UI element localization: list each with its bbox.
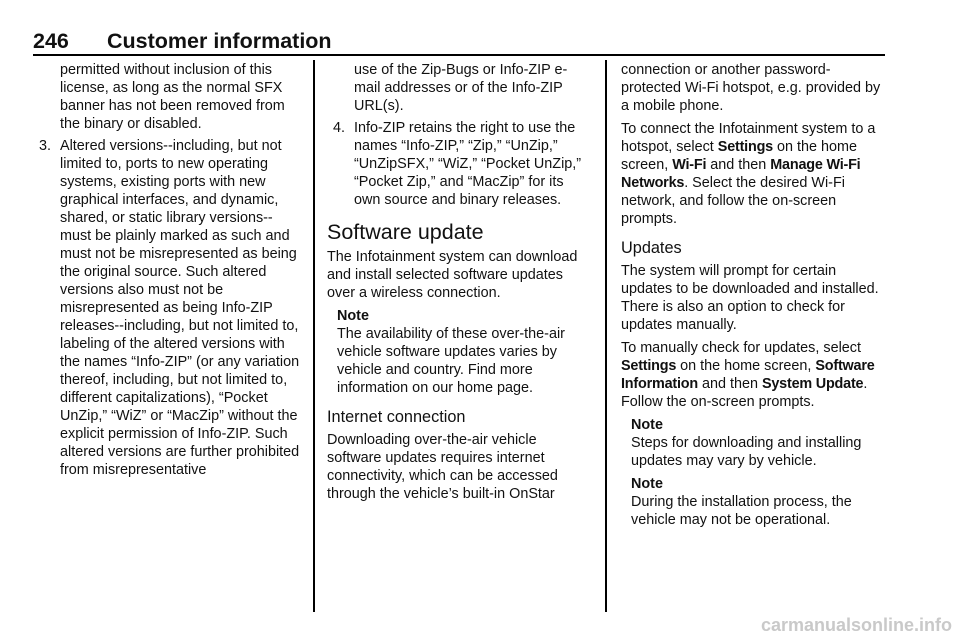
column-divider-2 <box>605 60 607 612</box>
continuation-paragraph: use of the Zip-Bugs or Info-ZIP e-mail addresses or of the Info-ZIP URL(s). <box>354 62 568 114</box>
menu-term: Manage Wi-Fi Networks <box>621 157 861 191</box>
list-item <box>327 119 593 209</box>
header-rule <box>33 54 885 56</box>
note-label: Note <box>337 308 369 324</box>
text-run: and then <box>706 157 771 173</box>
paragraph: The system will prompt for certain updates to be downloaded and installed. There is also an option to check for updates manually. <box>621 263 879 333</box>
text-run: on the home screen, <box>621 139 857 173</box>
menu-term: System Update <box>761 376 864 392</box>
section-title: Customer information <box>107 29 332 53</box>
note-text: During the installation process, the vehicle may not be operational. <box>631 494 852 528</box>
license-list <box>327 119 593 209</box>
page-header <box>33 28 885 54</box>
list-item <box>33 137 301 479</box>
column-3 <box>621 61 887 534</box>
paragraph-connect <box>621 120 887 228</box>
menu-term: Settings <box>621 358 677 374</box>
continuation-paragraph: permitted without inclusion of this license, as long as the normal SFX banner has not been removed from the binary or disabled. <box>60 62 285 132</box>
column-divider-1 <box>313 60 315 612</box>
menu-term: Wi-Fi <box>672 157 707 173</box>
text-run: . Select the desired Wi-Fi network, and follow the on-screen prompts. <box>621 175 845 227</box>
list-number: 4. <box>333 120 346 136</box>
column-1 <box>33 61 301 483</box>
note-text: Steps for downloading and installing updates may vary by vehicle. <box>631 435 862 469</box>
menu-term: Settings <box>717 139 773 155</box>
list-text: Info-ZIP retains the right to use the names “Info-ZIP,” “Zip,” “UnZip,” “UnZipSFX,” “WiZ,” “Pocket UnZip,” “Pocket Zip,” and “MacZip” for its own source and binary releases. <box>354 120 582 208</box>
note-block <box>327 307 593 397</box>
list-number: 3. <box>39 138 52 154</box>
text-run: To connect the Infotainment system to a hotspot, select <box>621 121 876 155</box>
text-run: . Follow the on-screen prompts. <box>621 376 868 410</box>
note-label: Note <box>631 476 663 492</box>
note-text: The availability of these over-the-air vehicle software updates varies by vehicle and country. Find more information on our home page. <box>337 326 565 396</box>
paragraph: The Infotainment system can download and install selected software updates over a wireless connection. <box>327 249 578 301</box>
menu-term: Software Information <box>621 358 875 392</box>
continuation-paragraph: connection or another password-protected Wi-Fi hotspot, e.g. provided by a mobile phone. <box>621 62 881 114</box>
heading-software-update: Software update <box>327 220 484 244</box>
note-block <box>621 416 887 470</box>
page-number: 246 <box>33 29 69 53</box>
watermark-text: carmanualsonline.info <box>760 615 952 635</box>
heading-updates: Updates <box>621 239 682 257</box>
heading-internet-connection: Internet connection <box>327 408 466 426</box>
note-label: Note <box>631 417 663 433</box>
text-run: To manually check for updates, select <box>621 340 861 356</box>
note-block <box>621 475 887 529</box>
license-list <box>33 137 301 479</box>
paragraph-manual <box>621 339 887 411</box>
text-run: and then <box>697 376 762 392</box>
column-2 <box>327 61 593 508</box>
list-text: Altered versions--including, but not limited to, ports to new operating systems, existing ports with new graphical interfaces, and dynamic, shared, or static library versions--must be plainly marked as such and must not be misrepresented as being the original source. Such altered versions also must not be misrepresented as being Info-ZIP releases--including, but not limited to, labeling of the altered versions with the names “Info-ZIP” (or any variation thereof, including, but not limited to, different capitalizations), “Pocket UnZip,” “WiZ” or “MacZip” without the explicit permission of Info-ZIP. Such altered versions are further prohibited from misrepresentative <box>60 138 300 478</box>
text-run: on the home screen, <box>676 358 816 374</box>
paragraph: Downloading over-the-air vehicle software updates requires internet connectivity, which can be accessed through the vehicle’s built-in OnStar <box>327 432 558 502</box>
